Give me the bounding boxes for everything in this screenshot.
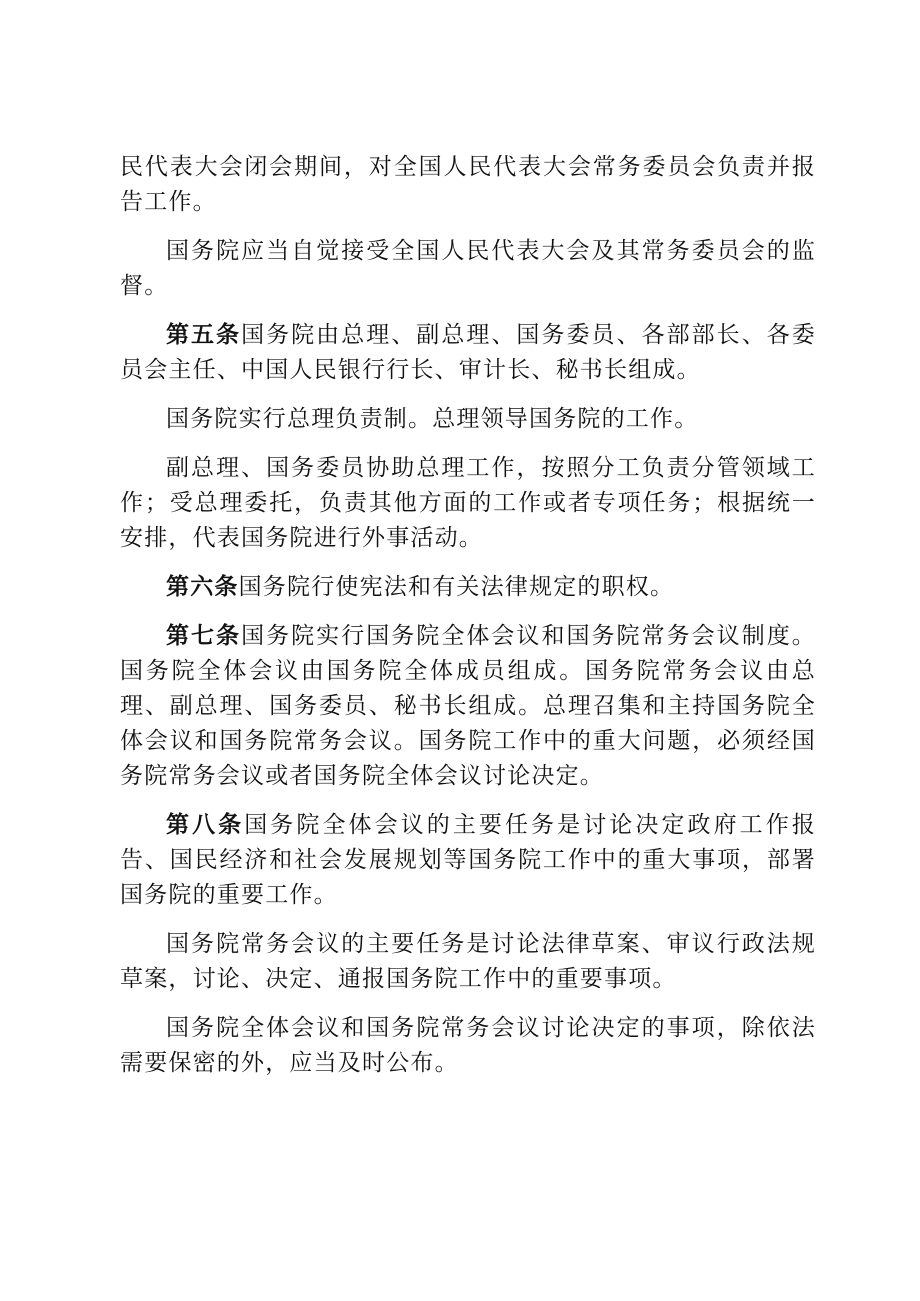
paragraph-text: 副总理、国务委员协助总理工作，按照分工负责分管领域工作；受总理委托，负责其他方面的工作或者专项任务；根据统一安排，代表国务院进行外事活动。: [120, 455, 816, 551]
paragraph-text: 国务院全体会议和国务院常务会议讨论决定的事项，除依法需要保密的外，应当及时公布。: [120, 1015, 816, 1076]
article-number: 第八条: [166, 812, 245, 838]
paragraph-text: 国务院常务会议的主要任务是讨论法律草案、审议行政法规草案，讨论、决定、通报国务院工作中的重要事项。: [120, 931, 816, 992]
article-7: [120, 619, 816, 794]
paragraph-continuation: [120, 150, 816, 220]
article-8: [120, 808, 816, 913]
paragraph-supervision: [120, 234, 816, 304]
paragraph-text: 国务院行使宪法和有关法律规定的职权。: [238, 574, 675, 600]
article-number: 第五条: [166, 322, 242, 348]
article-6: [120, 570, 816, 605]
paragraph-premier-responsibility: [120, 402, 816, 437]
document-body: [120, 150, 816, 1095]
paragraph-text: 国务院全体会议的主要任务是讨论决定政府工作报告、国民经济和社会发展规划等国务院工作中的重大事项，部署国务院的重要工作。: [120, 812, 816, 908]
paragraph-executive-meeting-tasks: [120, 927, 816, 997]
paragraph-text: 国务院实行总理负责制。总理领导国务院的工作。: [166, 406, 699, 432]
paragraph-vice-premier-duties: [120, 451, 816, 556]
article-number: 第七条: [166, 623, 242, 649]
paragraph-text: 民代表大会闭会期间，对全国人民代表大会常务委员会负责并报告工作。: [120, 154, 816, 215]
paragraph-text: 国务院由总理、副总理、国务委员、各部部长、各委员会主任、中国人民银行行长、审计长、秘书长组成。: [120, 322, 816, 383]
paragraph-text: 国务院应当自觉接受全国人民代表大会及其常务委员会的监督。: [120, 238, 816, 299]
paragraph-text: 国务院实行国务院全体会议和国务院常务会议制度。国务院全体会议由国务院全体成员组成。国务院常务会议由总理、副总理、国务委员、秘书长组成。总理召集和主持国务院全体会议和国务院常务会议。国务院工作中的重大问题，必须经国务院常务会议或者国务院全体会议讨论决定。: [120, 623, 816, 789]
paragraph-publication: [120, 1011, 816, 1081]
article-number: 第六条: [166, 574, 239, 600]
article-5: [120, 318, 816, 388]
